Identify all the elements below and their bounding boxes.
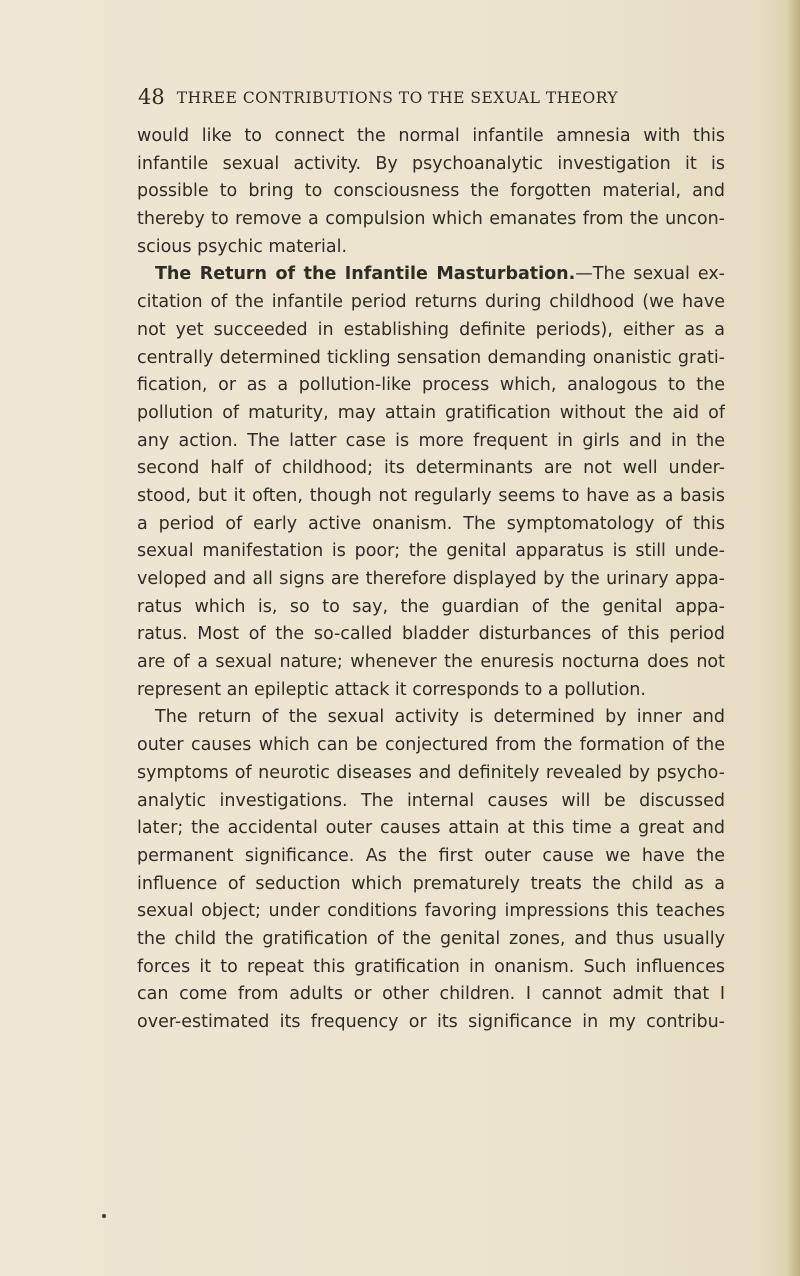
text-line: centrally determined tickling sensation demanding onanistic grati- [137, 347, 725, 368]
text-line: permanent significance. As the first outer cause we have the [137, 845, 725, 866]
text-line: fication, or as a pollution-like process which, analogous to the [137, 375, 725, 396]
text-line: pollution of maturity, may attain gratification without the aid of [137, 402, 725, 423]
text-line: over-estimated its frequency or its significance in my contribu- [137, 1012, 725, 1032]
running-head [138, 84, 698, 114]
text-line: the child the gratification of the genital zones, and thus usually [137, 928, 725, 949]
heading-line-rest: —The sexual ex- [575, 264, 725, 285]
text-line: sexual object; under conditions favoring impressions this teaches [137, 901, 725, 922]
text-line: influence of seduction which prematurely treats the child as a [137, 873, 725, 894]
text-line: second half of childhood; its determinants are not well under- [137, 458, 725, 479]
text-line: ratus which is, so to say, the guardian of the genital appa- [137, 596, 725, 617]
section-heading-line [137, 261, 725, 289]
text-line: represent an epileptic attack it corresponds to a pollution. [137, 679, 646, 700]
text-line: not yet succeeded in establishing definite periods), either as a [137, 319, 725, 340]
text-line: outer causes which can be conjectured from the formation of the [137, 735, 725, 756]
text-line: possible to bring to consciousness the forgotten material, and [137, 181, 725, 202]
text-line: any action. The latter case is more frequent in girls and in the [137, 430, 725, 451]
section-heading: The Return of the Infantile Masturbation. [155, 264, 576, 285]
text-line: thereby to remove a compulsion which emanates from the uncon- [137, 209, 725, 230]
text-line: sexual manifestation is poor; the genital apparatus is still unde- [137, 541, 725, 562]
text-line: forces it to repeat this gratification in onanism. Such influences [137, 956, 725, 977]
text-line: veloped and all signs are therefore displayed by the urinary appa- [137, 569, 725, 589]
text-line: can come from adults or other children. I cannot admit that I [137, 984, 725, 1005]
text-line: stood, but it often, though not regularly seems to have as a basis [137, 485, 725, 506]
text-line: scious psychic material. [137, 236, 348, 257]
text-line: ratus. Most of the so-called bladder disturbances of this period [137, 624, 725, 645]
text-line: citation of the infantile period returns during childhood (we have [137, 292, 725, 313]
text-line: would like to connect the normal infantile amnesia with this [137, 126, 725, 146]
page-edge-shadow [786, 0, 800, 1276]
print-speck [102, 1214, 106, 1218]
text-line: The return of the sexual activity is determined by inner and [155, 707, 725, 728]
running-title: THREE CONTRIBUTIONS TO THE SEXUAL THEORY [176, 89, 619, 107]
text-line: analytic investigations. The internal causes will be discussed [137, 790, 725, 811]
text-line: symptoms of neurotic diseases and definitely revealed by psycho- [137, 762, 725, 783]
text-line: later; the accidental outer causes attain at this time a great and [137, 818, 725, 839]
page-number: 48 [138, 85, 165, 109]
text-line: infantile sexual activity. By psychoanalytic investigation it is [137, 153, 725, 174]
text-line: are of a sexual nature; whenever the enuresis nocturna does not [137, 652, 725, 673]
text-line: a period of early active onanism. The symptomatology of this [137, 513, 725, 534]
body-text [137, 123, 725, 1037]
